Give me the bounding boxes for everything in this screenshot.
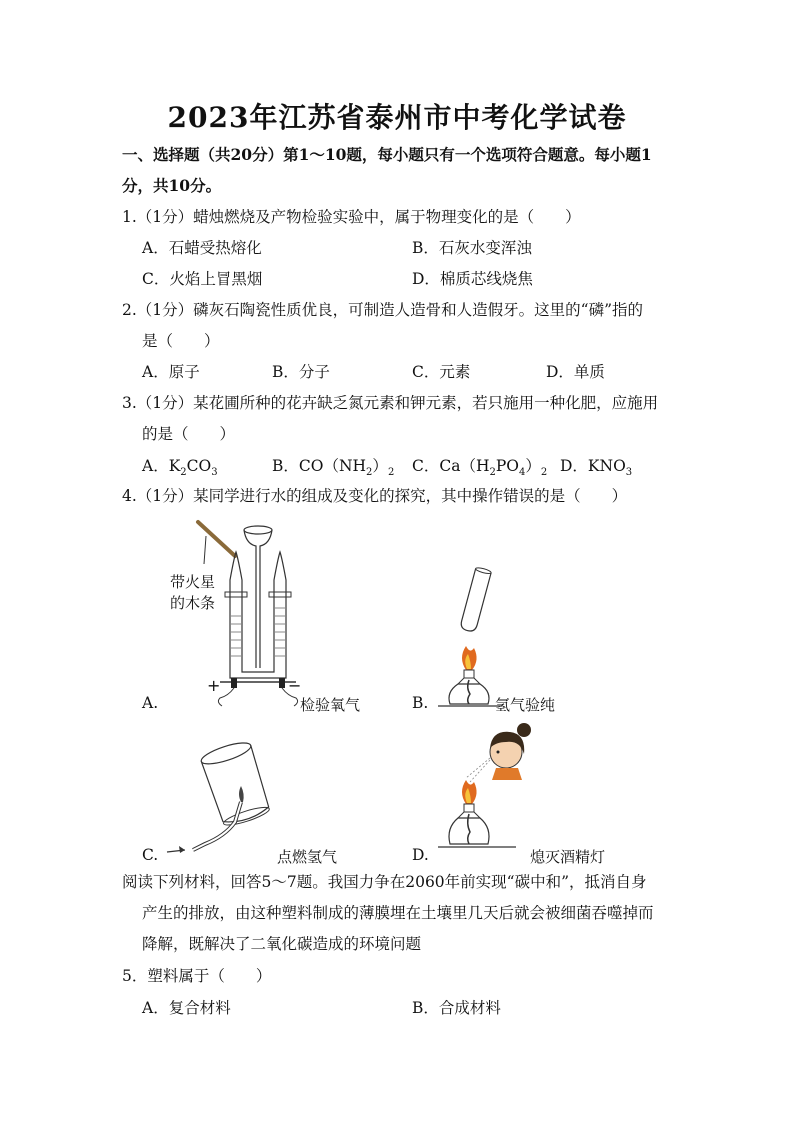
question-4-stem: 4.（1分）某同学进行水的组成及变化的探究，其中操作错误的是（ ） <box>122 487 628 505</box>
section-heading-line2: 分，共10分。 <box>122 176 222 195</box>
question-2-option-d: D．单质 <box>546 363 605 381</box>
question-1-option-d: D．棉质芯线烧焦 <box>412 270 533 288</box>
hydrogen-purity-test-figure <box>436 566 506 711</box>
question-1-option-a: A．石蜡受热熔化 <box>142 239 262 257</box>
section-heading-line1: 一、选择题（共20分）第1～10题，每小题只有一个选项符合题意。每小题1 <box>122 145 652 164</box>
question-3-stem-line1: 3.（1分）某花圃所种的花卉缺乏氮元素和钾元素，若只施用一种化肥，应施用 <box>122 394 659 412</box>
question-3-option-c: C．$Ca(H_2PO_4)_2$ <box>412 457 548 479</box>
question-5-option-b: B．合成材料 <box>412 999 501 1017</box>
reading-passage-line2: 产生的排放，由这种塑料制成的薄膜埋在土壤里几天后就会被细菌吞噬掉而 <box>142 904 654 922</box>
electrolysis-apparatus-figure <box>180 518 310 713</box>
question-3-option-b: B．$CO(NH_2)_2$ <box>272 457 395 479</box>
question-2-stem-line2: 是（ ） <box>142 332 220 350</box>
question-1-option-c: C．火焰上冒黑烟 <box>142 270 263 288</box>
figure-c-caption: 点燃氢气 <box>277 848 338 866</box>
figure-b-letter: B. <box>412 694 429 712</box>
reading-passage-line3: 降解，既解决了二氧化碳造成的环境问题 <box>142 935 422 953</box>
figure-d-caption: 熄灭酒精灯 <box>530 848 606 866</box>
figure-a-label-line2: 的木条 <box>170 594 216 612</box>
question-3-option-d: D．$KNO_3$ <box>560 457 633 479</box>
reading-passage-line1: 阅读下列材料，回答5～7题。我国力争在2060年前实现“碳中和”，抵消自身 <box>122 873 647 891</box>
cathode-minus-sign: − <box>288 676 302 695</box>
question-5-stem: 5．塑料属于（ ） <box>122 967 272 985</box>
anode-plus-sign: + <box>207 676 221 695</box>
question-2-stem-line1: 2.（1分）磷灰石陶瓷性质优良，可制造人造骨和人造假牙。这里的“磷”指的 <box>122 301 644 319</box>
extinguishing-alcohol-lamp-figure <box>436 720 536 865</box>
question-2-option-b: B．分子 <box>272 363 330 381</box>
question-2-option-c: C．元素 <box>412 363 471 381</box>
figure-b-caption: 氢气验纯 <box>495 696 556 714</box>
question-3-stem-line2: 的是（ ） <box>142 425 236 443</box>
figure-d-letter: D. <box>412 846 429 864</box>
figure-c-letter: C. <box>142 846 159 864</box>
figure-a-caption: 检验氧气 <box>300 696 361 714</box>
page-title: 2023年江苏省泰州市中考化学试卷 <box>167 101 627 134</box>
question-3-option-a: A．$K_2CO_3$ <box>142 457 218 479</box>
question-2-option-a: A．原子 <box>142 363 200 381</box>
burning-hydrogen-figure <box>165 736 275 861</box>
question-5-option-a: A．复合材料 <box>142 999 231 1017</box>
figure-a-letter: A. <box>142 694 159 712</box>
figure-a-label-line1: 带火星 <box>170 573 216 591</box>
question-1-stem: 1.（1分）蜡烛燃烧及产物检验实验中，属于物理变化的是（ ） <box>122 208 581 226</box>
question-1-option-b: B．石灰水变浑浊 <box>412 239 532 257</box>
